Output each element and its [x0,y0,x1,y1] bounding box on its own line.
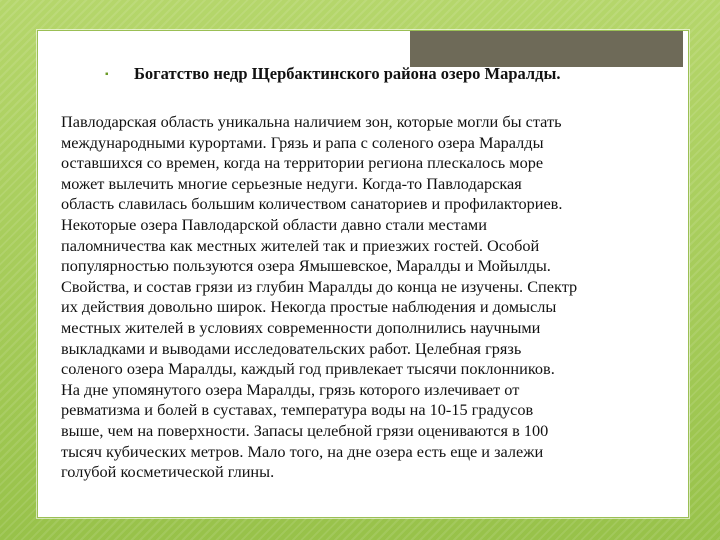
body-line: выше, чем на поверхности. Запасы целебной грязи оцениваются в 100 [61,420,549,440]
body-line: паломничества как местных жителей так и приезжих гостей. Особой [61,235,540,255]
body-line: соленого озера Маралды, каждый год привлекает тысячи поклонников. [61,359,555,379]
body-line: На дне упомянутого озера Маралды, грязь которого излечивает от [61,379,520,399]
slide-heading: Богатство недр Щербактинского района озеро Маралды. [134,64,561,83]
body-line: Некоторые озера Павлодарской области давно стали местами [61,214,487,234]
body-line: их действия довольно широк. Некогда простые наблюдения и домыслы [61,297,557,317]
body-line: Свойства, и состав грязи из глубин Маралды до конца не изучены. Спектр [61,276,578,296]
body-line: область славилась большим количеством санаториев и профилакториев. [61,194,563,214]
body-line: популярностью пользуются озера Ямышевское, Маралды и Мойылды. [61,256,551,276]
body-line: выкладками и выводами исследовательских работ. Целебная грязь [61,338,522,358]
body-line: местных жителей в условиях современности дополнились научными [61,317,541,337]
body-line: Павлодарская область уникальна наличием зон, которые могли бы стать [61,112,562,131]
body-line: оставшихся со времен, когда на территории региона плескалось море [61,153,544,173]
body-line: ревматизма и болей в суставах, температура воды на 10-15 градусов [61,400,534,420]
body-line: тысяч кубических метров. Мало того, на дне озера есть еще и залежи [61,441,544,461]
slide-heading-row [72,64,672,84]
body-line: международными курортами. Грязь и рапа с соленого озера Маралды [61,132,544,152]
slide-body-text [61,112,671,483]
body-line: может вылечить многие серьезные недуги. Когда-то Павлодарская [61,173,522,193]
square-bullet-icon: ▪ [105,69,109,80]
body-line: голубой косметической глины. [61,462,275,482]
title-accent-bar [410,31,683,67]
